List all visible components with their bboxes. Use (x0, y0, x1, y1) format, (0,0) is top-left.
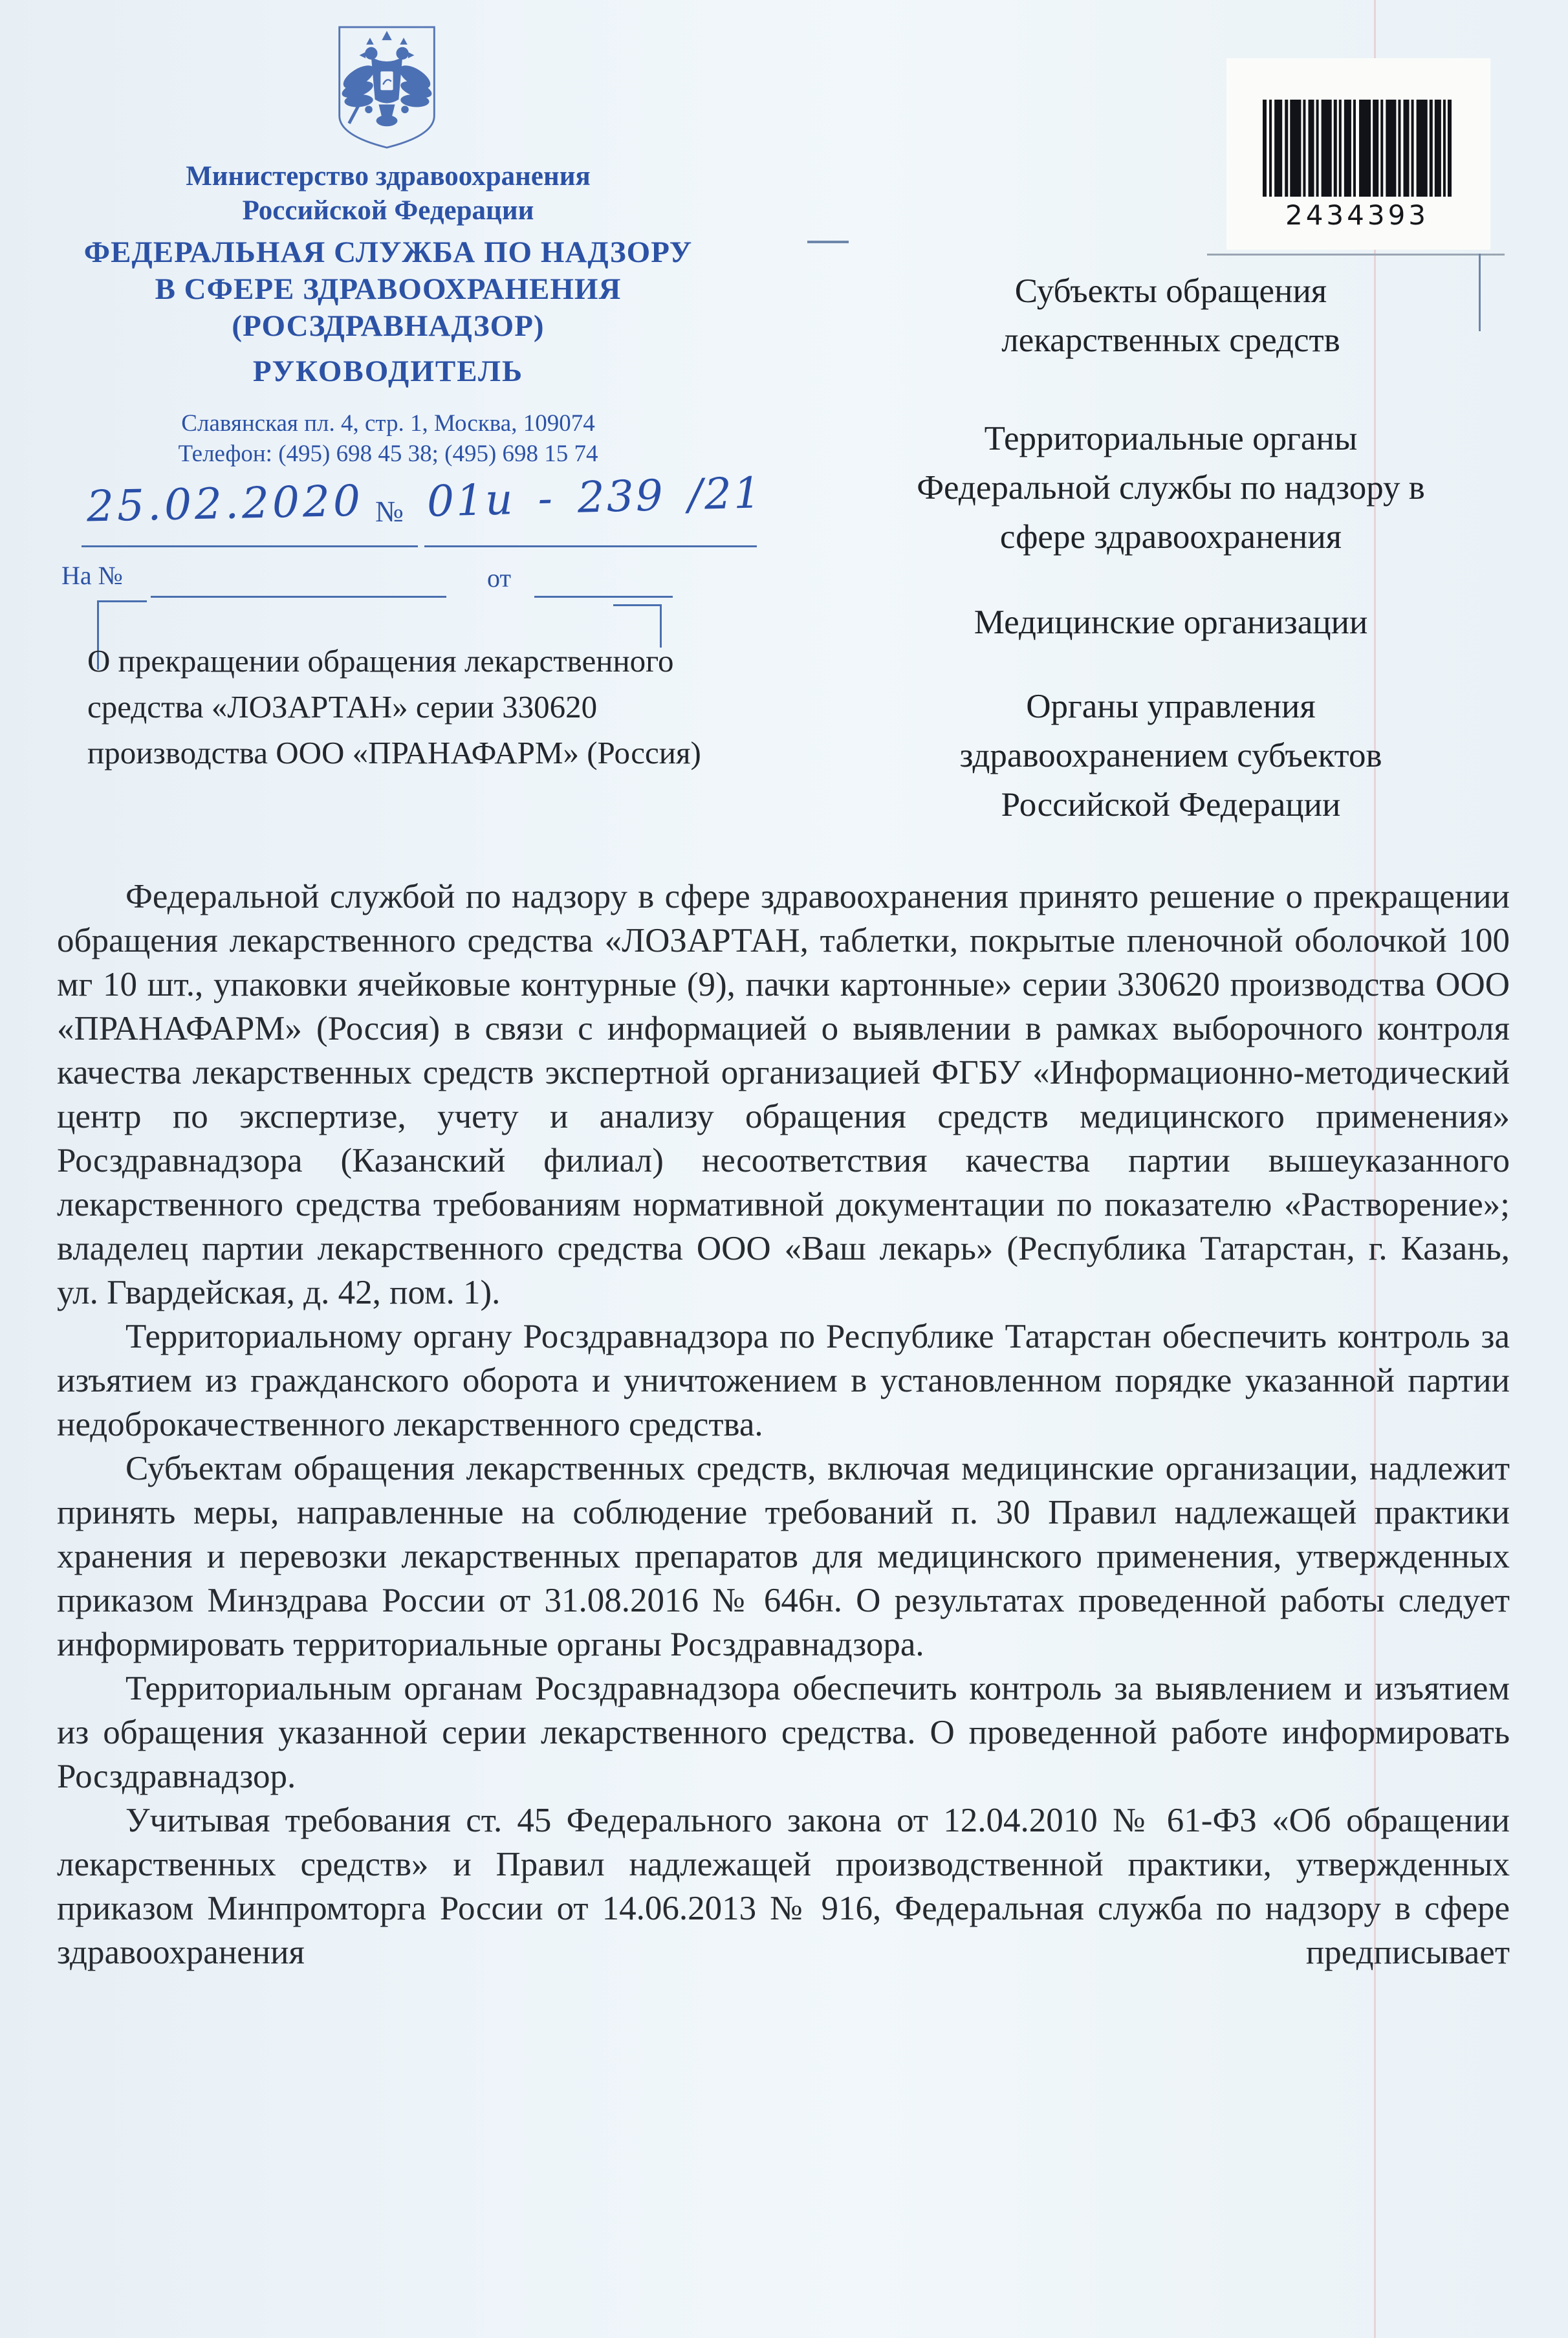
reply-from-label: от (487, 563, 511, 593)
body-paragraph: Субъектам обращения лекарственных средств, включая медицинские организации, надлежит принять меры, направленные на соблюдение требований п. 30 Правил надлежащей практики хранения и перевозки лекарственных препаратов для медицинского применения, утвержденных приказом Минздрава России от 31.08.2016 № 646н. О результатах проведенной работы следует информировать территориальные органы Росздравнадзора. (57, 1450, 1510, 1663)
body-paragraph: Учитывая требования ст. 45 Федерального закона от 12.04.2010 № 61-ФЗ «Об обращении лекарственных средств» и Правил надлежащей производственной практики, утвержденных приказом Минпромторга России от 14.06.2013 № 916, Федеральная служба по надзору в сфере здравоохранения предписывает (57, 1802, 1510, 1971)
reply-date-underline (534, 596, 673, 598)
letter-body (57, 875, 1510, 1974)
service-line2: В СФЕРЕ ЗДРАВООХРАНЕНИЯ (155, 272, 622, 306)
body-paragraph: Территориальным органам Росздравнадзора обеспечить контроль за выявлением и изъятием из обращения указанной серии лекарственного средства. О проведенной работе информировать Росздравнадзор. (57, 1670, 1510, 1795)
reply-number-label: На № (61, 561, 123, 590)
letterhead-address: Славянская пл. 4, стр. 1, Москва, 109074 (181, 410, 595, 437)
ministry-name (61, 159, 715, 228)
addressee-corner-left (807, 241, 849, 243)
handwritten-date: 25.02.2020 (86, 475, 364, 532)
ministry-line1: Министерство здравоохранения (186, 161, 591, 191)
position-title: РУКОВОДИТЕЛЬ (252, 355, 524, 388)
addressee-corner-top-line (1207, 254, 1505, 256)
number-underline (424, 545, 757, 547)
subject-block (87, 638, 760, 776)
number-sign: № (375, 495, 404, 528)
addressee-item: Органы управления здравоохранением субъектов Российской Федерации (959, 688, 1382, 824)
addressee-item: Территориальные органы Федеральной службы по надзору в сфере здравоохранения (917, 420, 1425, 556)
date-underline (82, 545, 418, 547)
subject-line: О прекращении обращения лекарственного (87, 643, 674, 679)
barcode-number: 2434393 (1285, 199, 1430, 231)
body-paragraph: Территориальному органу Росздравнадзора по Республике Татарстан обеспечить контроль за изъятием из гражданского оборота и уничтожением в установленном порядке указанной партии недоброкачественного лекарственного средства. (57, 1318, 1510, 1443)
letterhead-phone: Телефон: (495) 698 45 38; (495) 698 15 74 (178, 441, 598, 467)
handwritten-number: 01и - 239 /21 (426, 468, 763, 527)
barcode-icon (1263, 100, 1452, 197)
service-line1: ФЕДЕРАЛЬНАЯ СЛУЖБА ПО НАДЗОРУ (83, 235, 693, 269)
body-paragraph: Федеральной службой по надзору в сфере здравоохранения принято решение о прекращении обращения лекарственного средства «ЛОЗАРТАН, таблетки, покрытые пленочной оболочкой 100 мг 10 шт., упаковки ячейковые контурные (9), пачки картонные» серии 330620 производства ООО «ПРАНАФАРМ» (Россия) в связи с информацией о выявлении в рамках выборочного контроля качества лекарственных средств экспертной организацией ФГБУ «Информационно-методический центр по экспертизе, учету и анализу обращения средств медицинского применения» Росздравнадзора (Казанский филиал) несоответствия качества партии вышеуказанного лекарственного средства требованиям нормативной документации по показателю «Растворение»; владелец партии лекарственного средства ООО «Ваш лекарь» (Республика Татарстан, г. Казань, ул. Гвардейская, д. 42, пом. 1). (57, 878, 1510, 1311)
ministry-line2: Российской Федерации (242, 195, 534, 226)
contacts-block (61, 408, 715, 469)
service-name (61, 234, 715, 345)
addressee-item: Субъекты обращения лекарственных средств (1001, 272, 1340, 359)
subject-line: производства ООО «ПРАНАФАРМ» (Россия) (87, 735, 701, 770)
reply-number-underline (151, 596, 446, 598)
coat-of-arms-icon (334, 22, 440, 153)
addressee-item: Медицинские организации (974, 604, 1368, 641)
subject-line: средства «ЛОЗАРТАН» серии 330620 (87, 689, 598, 725)
service-line3: (РОСЗДРАВНАДЗОР) (232, 309, 545, 343)
